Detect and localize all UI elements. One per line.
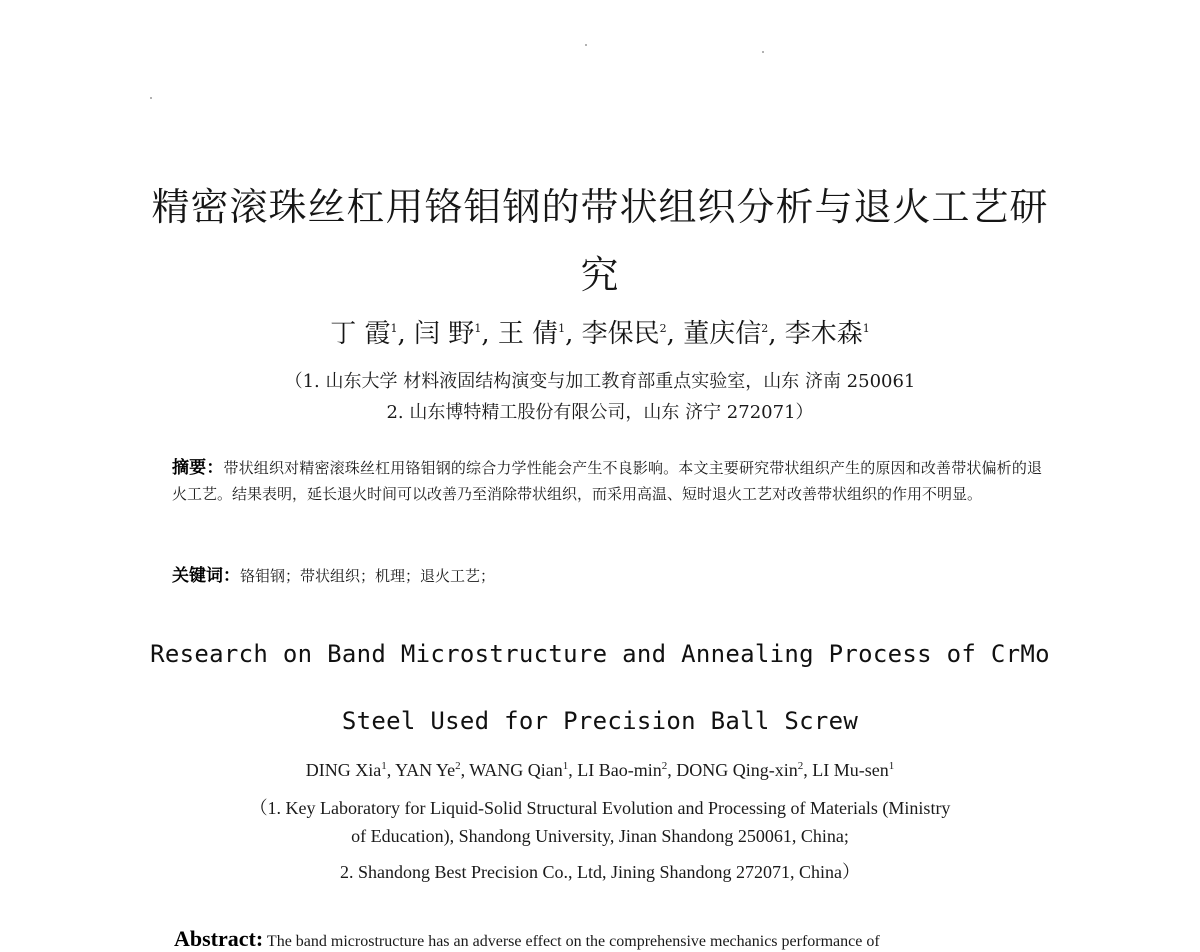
scan-speck <box>585 44 587 46</box>
cn-author-affil-mark: 1 <box>390 322 398 335</box>
cn-keywords-text: 铬钼钢；带状组织；机理；退火工艺； <box>240 567 496 585</box>
cn-abstract-label: 摘要： <box>172 458 224 478</box>
en-author <box>676 760 803 780</box>
cn-abstract <box>172 455 1042 507</box>
en-author-name: LI Bao-min <box>577 760 662 780</box>
en-affiliation-line-1: （1. Key Laboratory for Liquid-Solid Structural Evolution and Processing of Materials (Ministry <box>249 798 951 818</box>
en-author-name: WANG Qian <box>469 760 563 780</box>
cn-affiliation-line-1: （1. 山东大学 材料液固结构演变与加工教育部重点实验室，山东 济南 250061 <box>284 371 916 392</box>
cn-author <box>414 319 481 349</box>
scan-speck <box>150 97 152 99</box>
cn-author-name: 闫 野 <box>414 319 475 349</box>
cn-abstract-text: 带状组织对精密滚珠丝杠用铬钼钢的综合力学性能会产生不良影响。本文主要研究带状组织产生的原因和改善带状偏析的退火工艺。结果表明，延长退火时间可以改善乃至消除带状组织，而采用高温、短时退火工艺对改善带状组织的作用不明显。 <box>172 459 1042 503</box>
en-author <box>395 760 461 780</box>
en-author-name: LI Mu-sen <box>812 760 889 780</box>
en-author-affil-mark: 2 <box>455 760 461 772</box>
cn-author-name: 李保民 <box>581 319 660 349</box>
en-author <box>469 760 568 780</box>
en-author-affil-mark: 2 <box>661 760 668 772</box>
scan-speck <box>762 51 764 53</box>
en-abstract <box>174 926 1044 952</box>
cn-affiliation-line-2: 2. 山东博特精工股份有限公司，山东 济宁 272071） <box>386 402 814 423</box>
cn-author-affil-mark: 1 <box>474 322 482 335</box>
en-affiliation-line-2: of Education), Shandong University, Jinan Shandong 250061, China; <box>351 826 849 846</box>
cn-author-affil-mark: 2 <box>659 322 667 335</box>
en-title-line-1: Research on Band Microstructure and Annealing Process of CrMo <box>150 640 1050 668</box>
cn-author-name: 李木森 <box>784 319 863 349</box>
en-author-affil-mark: 1 <box>562 760 569 772</box>
en-title-line-2: Steel Used for Precision Ball Screw <box>341 707 859 735</box>
en-abstract-text: The band microstructure has an adverse effect on the comprehensive mechanics performance of <box>266 933 880 950</box>
cn-author-affil-mark: 2 <box>761 322 769 335</box>
cn-title-line-1: 精密滚珠丝杠用铬钼钢的带状组织分析与退火工艺研 <box>151 185 1049 229</box>
cn-author <box>330 319 397 349</box>
en-author-name: YAN Ye <box>395 760 456 780</box>
cn-keywords-label: 关键词： <box>172 566 240 586</box>
cn-author <box>582 319 667 349</box>
cn-author-affil-mark: 1 <box>558 322 566 335</box>
en-author-affil-mark: 1 <box>381 760 387 772</box>
en-author-list: DING Xia$^1$, YAN Ye$^2$, WANG Qian$^1$, LI Bao-$\min^2$, DONG Qing-xin$^2$, LI Mu-sen$^1$ <box>305 760 895 780</box>
en-author-name: DING Xia <box>305 760 382 780</box>
cn-author-name: 丁 霞 <box>330 319 391 349</box>
en-author <box>577 760 667 780</box>
cn-keywords <box>172 563 1042 589</box>
en-abstract-label: Abstract: <box>174 926 264 951</box>
cn-author <box>683 319 768 349</box>
en-author <box>812 760 894 780</box>
cn-author-name: 王 倩 <box>497 319 559 349</box>
cn-title-line-2: 究 <box>580 253 620 297</box>
cn-author <box>785 319 870 349</box>
en-author-name: DONG Qing-xin <box>676 760 798 780</box>
en-author-affil-mark: 2 <box>797 760 804 772</box>
en-affiliation-line-3: 2. Shandong Best Precision Co., Ltd, Jining Shandong 272071, China） <box>340 862 860 882</box>
cn-author-affil-mark: 1 <box>862 322 870 335</box>
cn-author-list: 丁 霞$^1$, 闫 野$^1$, 王 倩$^1$, 李保民$^2$, 董庆信$^2$, 李木森$^1$ <box>330 319 870 349</box>
cn-author <box>498 319 565 349</box>
cn-author-name: 董庆信 <box>683 319 762 349</box>
en-author <box>306 760 387 780</box>
en-author-affil-mark: 1 <box>888 760 895 772</box>
